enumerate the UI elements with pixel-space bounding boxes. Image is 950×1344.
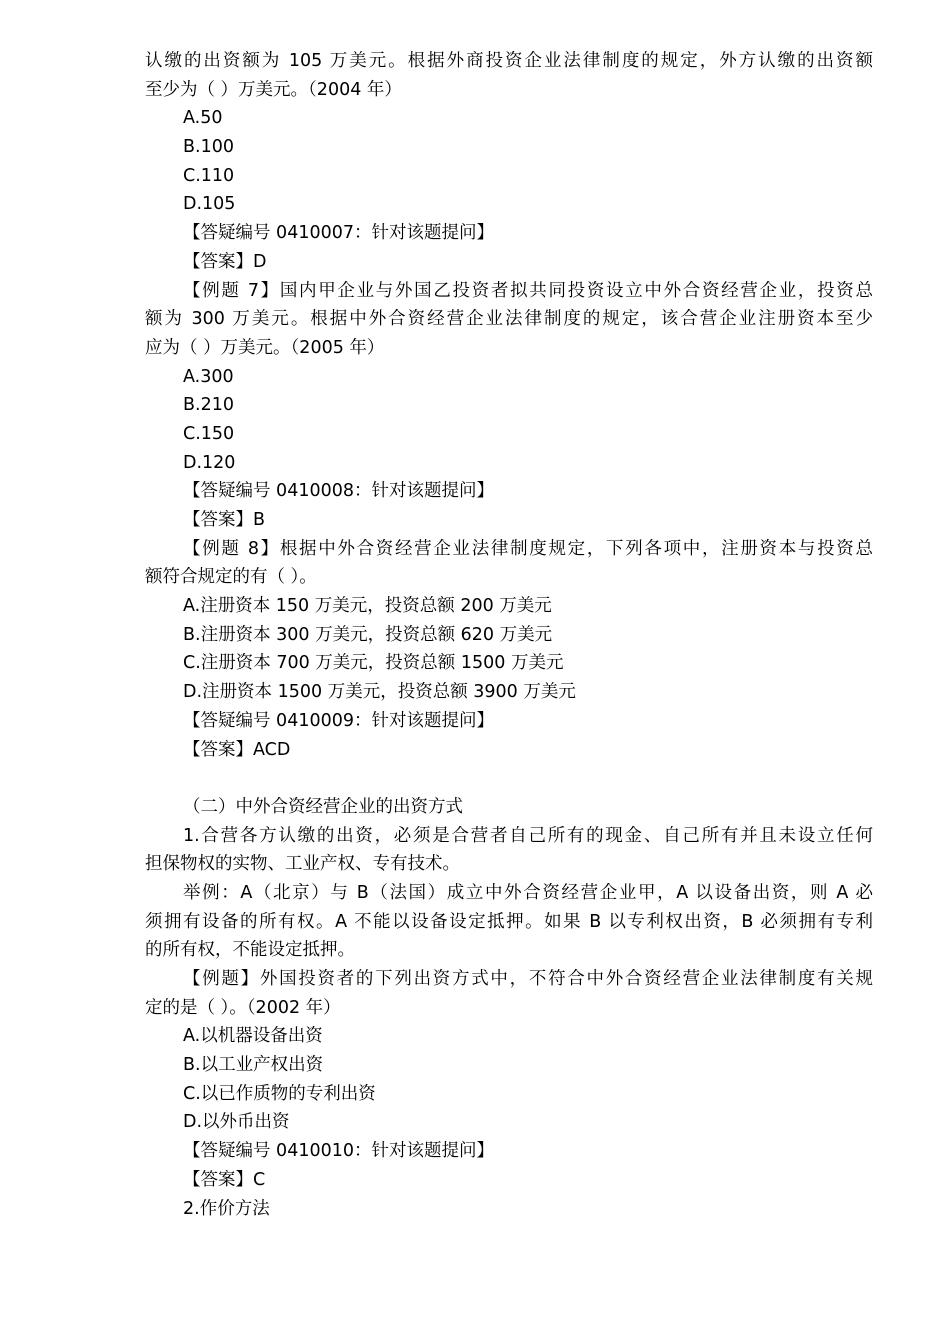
question-id: 【答疑编号 0410008：针对该题提问】: [183, 481, 494, 502]
question-id: 【答疑编号 0410007：针对该题提问】: [183, 223, 494, 244]
option-d: D.105: [183, 194, 236, 215]
text-line: 至少为（ ）万美元。（2004 年）: [145, 79, 402, 100]
option-a: A.以机器设备出资: [183, 1026, 323, 1047]
example-title: 【例题 7】国内甲企业与外国乙投资者拟共同投资设立中外合资经营企业，投资总: [183, 280, 873, 301]
section-heading: （二）中外合资经营企业的出资方式: [183, 796, 463, 817]
subsection-heading: 2.作价方法: [183, 1198, 270, 1219]
option-a: A.注册资本 150 万美元，投资总额 200 万美元: [183, 596, 552, 617]
text-line: 举例：A（北京）与 B（法国）成立中外合资经营企业甲，A 以设备出资，则 A 必: [183, 882, 873, 903]
option-a: A.50: [183, 108, 223, 129]
option-b: B.100: [183, 137, 234, 158]
option-c: C.以已作质物的专利出资: [183, 1083, 376, 1104]
option-d: D.以外币出资: [183, 1112, 290, 1133]
option-c: C.150: [183, 423, 235, 444]
option-b: B.注册资本 300 万美元，投资总额 620 万美元: [183, 624, 553, 645]
text-line: 1.合营各方认缴的出资，必须是合营者自己所有的现金、自己所有并且未设立任何: [183, 825, 873, 846]
option-c: C.注册资本 700 万美元，投资总额 1500 万美元: [183, 653, 564, 674]
text-line: 额符合规定的有（ ）。: [145, 567, 317, 588]
text-line: 认缴的出资额为 105 万美元。根据外商投资企业法律制度的规定，外方认缴的出资额: [145, 51, 873, 71]
text-line: 定的是（ ）。（2002 年）: [145, 997, 341, 1018]
answer: 【答案】ACD: [183, 739, 291, 760]
text-line: 额为 300 万美元。根据中外合资经营企业法律制度的规定，该合营企业注册资本至少: [145, 309, 873, 330]
text-line: 须拥有设备的所有权。A 不能以设备设定抵押。如果 B 以专利权出资，B 必须拥有专利: [145, 911, 873, 932]
text-line: 担保物权的实物、工业产权、专有技术。: [145, 854, 460, 875]
option-a: A.300: [183, 366, 234, 387]
blank-line: [145, 764, 873, 793]
answer: 【答案】D: [183, 251, 267, 272]
question-id: 【答疑编号 0410010：针对该题提问】: [183, 1141, 494, 1162]
document-body: [145, 47, 873, 1223]
answer: 【答案】C: [183, 1169, 266, 1190]
text-line: 应为（ ）万美元。（2005 年）: [145, 337, 385, 358]
option-b: B.以工业产权出资: [183, 1055, 324, 1076]
option-c: C.110: [183, 165, 235, 186]
option-d: D.注册资本 1500 万美元，投资总额 3900 万美元: [183, 682, 576, 703]
text-line: 的所有权，不能设定抵押。: [145, 940, 355, 961]
example-title: 【例题】外国投资者的下列出资方式中，不符合中外合资经营企业法律制度有关规: [183, 969, 873, 989]
option-b: B.210: [183, 395, 234, 416]
question-id: 【答疑编号 0410009：针对该题提问】: [183, 710, 494, 731]
answer: 【答案】B: [183, 510, 266, 530]
option-d: D.120: [183, 452, 236, 473]
example-title: 【例题 8】根据中外合资经营企业法律制度规定，下列各项中，注册资本与投资总: [183, 538, 873, 559]
